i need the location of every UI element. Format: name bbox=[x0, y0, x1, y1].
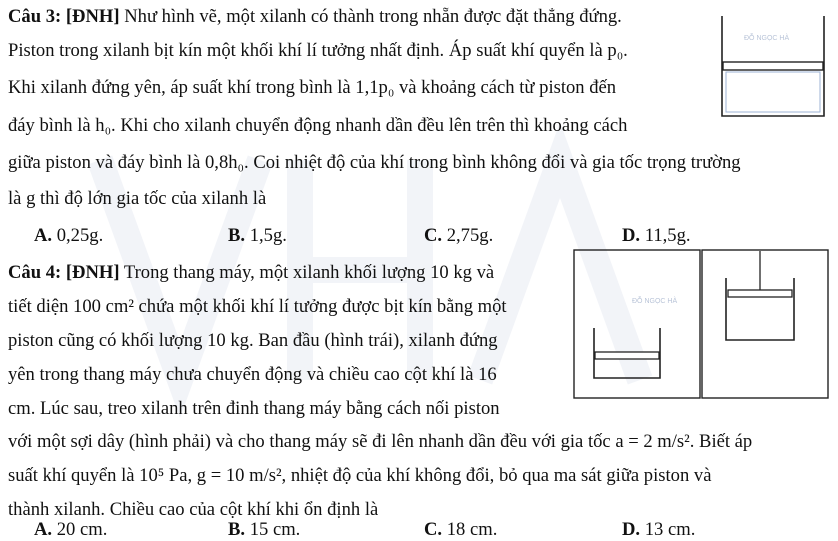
q4-text-1: Trong thang máy, một xilanh khối lượng 10 kg và bbox=[123, 262, 495, 283]
q4-label: Câu 4: bbox=[8, 262, 62, 283]
q4-option-a-letter: A. bbox=[34, 519, 53, 540]
q3-figure-brand: ĐỖ NGỌC HÀ bbox=[744, 35, 790, 42]
q3-option-c-letter: C. bbox=[424, 225, 443, 246]
q4-option-a-text: 20 cm. bbox=[56, 519, 108, 540]
q3-option-d-letter: D. bbox=[622, 225, 641, 246]
q4-option-d-letter: D. bbox=[622, 519, 641, 540]
q4-option-b-text: 15 cm. bbox=[249, 519, 301, 540]
q4-line-5: cm. Lúc sau, treo xilanh trên đinh thang máy bằng cách nối piston bbox=[8, 398, 500, 419]
q3-line-3: Khi xilanh đứng yên, áp suất khí trong bình là 1,1p₀ và khoảng cách từ piston đến bbox=[8, 77, 617, 98]
q4-option-d-text: 13 cm. bbox=[644, 519, 696, 540]
q4-option-c-text: 18 cm. bbox=[446, 519, 498, 540]
q3-text-1: Như hình vẽ, một xilanh có thành trong nhẵn được đặt thẳng đứng. bbox=[124, 6, 622, 27]
q4-line-2: tiết diện 100 cm² chứa một khối khí lí tưởng được bịt kín bằng một bbox=[8, 296, 507, 317]
q4-elevator-left bbox=[574, 250, 700, 398]
q4-line-3: piston cũng có khối lượng 10 kg. Ban đầu (hình trái), xilanh đứng bbox=[8, 330, 498, 351]
q3-line-4: đáy bình là h₀. Khi cho xilanh chuyển động nhanh dần đều lên trên thì khoảng cách bbox=[8, 115, 628, 136]
q3-option-d-text: 11,5g. bbox=[644, 225, 691, 246]
q4-right-piston bbox=[728, 290, 792, 297]
q4-line-4: yên trong thang máy chưa chuyển động và chiều cao cột khí là 16 bbox=[8, 364, 497, 385]
q3-line-1 bbox=[8, 6, 622, 28]
q4-option-b-letter: B. bbox=[228, 519, 246, 540]
q4-elevator-right bbox=[702, 250, 828, 398]
q4-option-c[interactable] bbox=[424, 519, 497, 541]
q3-option-b[interactable] bbox=[228, 225, 287, 247]
q3-cylinder-figure bbox=[712, 4, 834, 122]
q3-line-6: là g thì độ lớn gia tốc của xilanh là bbox=[8, 188, 267, 209]
q4-left-piston bbox=[595, 352, 659, 359]
q4-tag: [ĐNH] bbox=[65, 262, 120, 283]
q4-elevator-figure bbox=[572, 248, 832, 400]
q3-option-d[interactable] bbox=[622, 225, 691, 247]
q3-option-c-text: 2,75g. bbox=[446, 225, 494, 246]
q3-option-c[interactable] bbox=[424, 225, 493, 247]
q4-option-c-letter: C. bbox=[424, 519, 443, 540]
q3-line-2: Piston trong xilanh bịt kín một khối khí lí tưởng nhất định. Áp suất khí quyển là p₀. bbox=[8, 40, 628, 61]
q3-option-b-letter: B. bbox=[228, 225, 246, 246]
q4-option-d[interactable] bbox=[622, 519, 695, 541]
q3-option-a-text: 0,25g. bbox=[56, 225, 104, 246]
q4-line-7: suất khí quyển là 10⁵ Pa, g = 10 m/s², nhiệt độ của khí không đổi, bỏ qua ma sát giữa piston và bbox=[8, 465, 712, 486]
q4-line-8: thành xilanh. Chiều cao của cột khí khi ổn định là bbox=[8, 499, 379, 520]
q3-piston bbox=[723, 62, 823, 70]
q4-figure-brand: ĐỖ NGỌC HÀ bbox=[632, 298, 678, 305]
q4-option-b[interactable] bbox=[228, 519, 300, 541]
q4-option-a[interactable] bbox=[34, 519, 107, 541]
q3-label: Câu 3: bbox=[8, 6, 62, 27]
q3-gas-region bbox=[726, 72, 820, 112]
q3-option-a[interactable] bbox=[34, 225, 103, 247]
q3-option-b-text: 1,5g. bbox=[249, 225, 287, 246]
q4-line-1 bbox=[8, 262, 494, 284]
q3-tag: [ĐNH] bbox=[65, 6, 120, 27]
q3-option-a-letter: A. bbox=[34, 225, 53, 246]
q3-line-5: giữa piston và đáy bình là 0,8h₀. Coi nhiệt độ của khí trong bình không đổi và gia tốc trọng trường bbox=[8, 152, 741, 173]
q4-line-6: với một sợi dây (hình phải) và cho thang máy sẽ đi lên nhanh dần đều với gia tốc a = 2 m/s². Biết áp bbox=[8, 431, 753, 452]
